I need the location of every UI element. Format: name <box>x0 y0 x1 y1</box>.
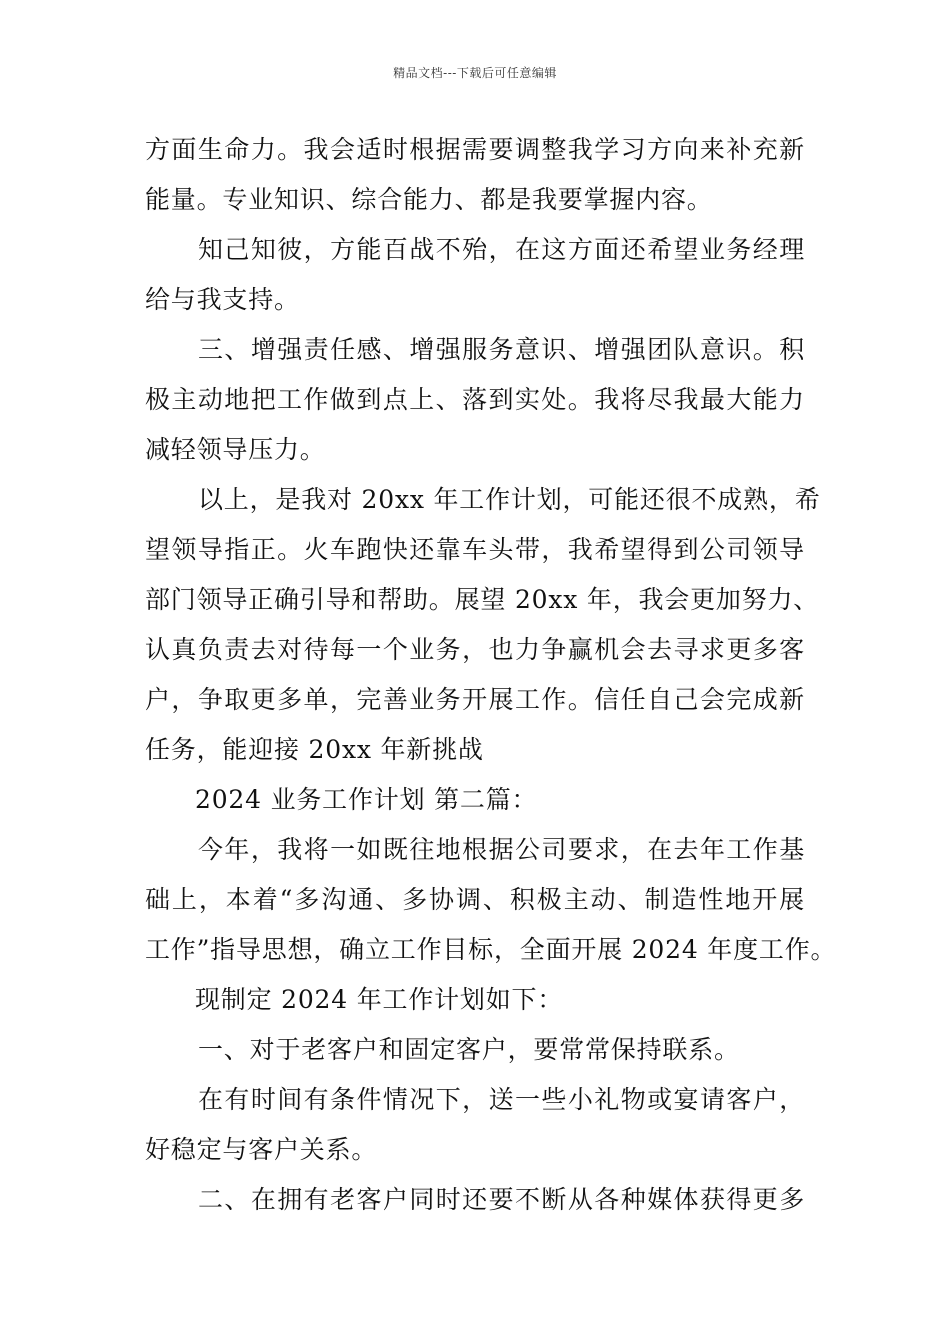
body-line: 一、对于老客户和固定客户，要常常保持联系。 <box>198 1035 740 1064</box>
body-line: 二、在拥有老客户同时还要不断从各种媒体获得更多 <box>198 1185 805 1214</box>
body-line: 给与我支持。 <box>145 285 300 314</box>
body-line: 工作”指导思想，确立工作目标，全面开展 2024 年度工作。 <box>145 935 837 964</box>
body-line: 以上，是我对 20xx 年工作计划，可能还很不成熟，希 <box>198 485 821 514</box>
body-line: 现制定 2024 年工作计划如下： <box>195 985 564 1014</box>
page-header: 精品文档---下载后可任意编辑 <box>393 66 557 80</box>
body-line: 望领导指正。火车跑快还靠车头带，我希望得到公司领导 <box>145 535 805 564</box>
body-line: 户，争取更多单，完善业务开展工作。信任自己会完成新 <box>145 685 805 714</box>
body-line: 方面生命力。我会适时根据需要调整我学习方向来补充新 <box>145 135 805 164</box>
body-line: 减轻领导压力。 <box>145 435 326 464</box>
body-line: 三、增强责任感、增强服务意识、增强团队意识。积 <box>198 335 805 364</box>
body-line: 认真负责去对待每一个业务，也力争赢机会去寻求更多客 <box>145 635 805 664</box>
body-line: 任务，能迎接 20xx 年新挑战 <box>145 735 484 764</box>
section-heading: 2024 业务工作计划 第二篇： <box>195 785 538 814</box>
body-line: 极主动地把工作做到点上、落到实处。我将尽我最大能力 <box>145 385 805 414</box>
body-line: 知己知彼，方能百战不殆，在这方面还希望业务经理 <box>198 235 805 264</box>
body-line: 今年，我将一如既往地根据公司要求，在去年工作基 <box>198 835 805 864</box>
body-line: 能量。专业知识、综合能力、都是我要掌握内容。 <box>145 185 713 214</box>
body-line: 部门领导正确引导和帮助。展望 20xx 年，我会更加努力、 <box>145 585 820 614</box>
body-line: 础上，本着“多沟通、多协调、积极主动、制造性地开展 <box>145 885 805 914</box>
body-line: 好稳定与客户关系。 <box>145 1135 378 1164</box>
body-line: 在有时间有条件情况下，送一些小礼物或宴请客户， <box>198 1085 805 1114</box>
